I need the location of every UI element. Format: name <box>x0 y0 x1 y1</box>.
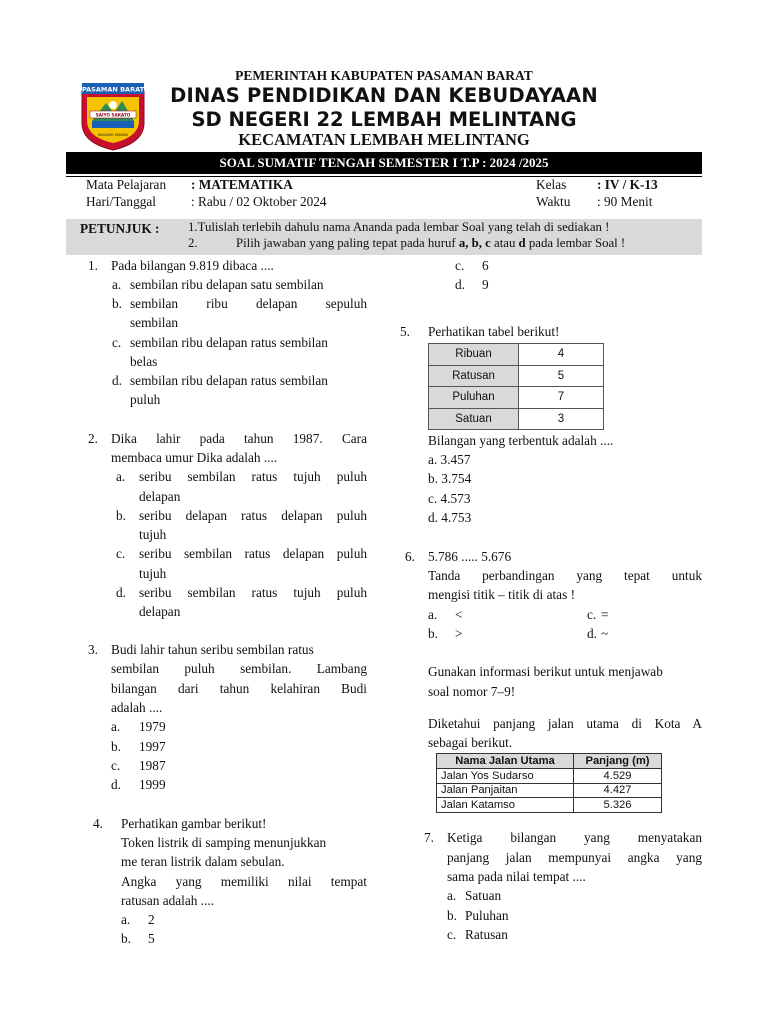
instruction-1-text: Tulislah terlebih dahulu nama Ananda pada lembar Soal yang telah di sediakan ! <box>197 220 610 234</box>
q6-text-2: mengisi titik – titik di atas ! <box>428 587 575 602</box>
date-value: : Rabu / 02 Oktober 2024 <box>191 194 327 209</box>
q3-option-a: 1979 <box>139 719 166 734</box>
q4-text-4: Angka yang memiliki nilai tempat <box>121 874 367 889</box>
q2-number: 2. <box>88 431 98 446</box>
q4-option-b: 5 <box>148 931 155 946</box>
table-cell: Ratusan <box>429 365 519 387</box>
q1-option-b-label: b. <box>112 296 122 311</box>
q6-number: 6. <box>405 549 415 564</box>
q4-option-c: 6 <box>482 258 489 273</box>
q6-option-d: ~ <box>601 626 609 641</box>
q2-option-c-label: c. <box>116 546 126 561</box>
svg-text:SAIYO SAKATO: SAIYO SAKATO <box>95 112 131 118</box>
table-row <box>437 769 662 784</box>
table-cell: Puluhan <box>429 387 519 409</box>
q5-option-d: d. 4.753 <box>428 510 472 525</box>
q3-option-d: 1999 <box>139 777 166 792</box>
table-row <box>429 365 604 387</box>
q5-option-a: a. 3.457 <box>428 452 471 467</box>
info-text-1: Gunakan informasi berikut untuk menjawab <box>428 664 663 679</box>
q6-option-d-label: d. <box>587 626 597 641</box>
q1-option-d-cont: puluh <box>130 392 161 407</box>
subject-value: : MATEMATIKA <box>191 177 293 192</box>
q7-text-1: Ketiga bilangan yang menyatakan <box>447 830 702 845</box>
table-cell: Jalan Panjaitan <box>437 783 574 798</box>
q4-number: 4. <box>93 816 103 831</box>
q1-text: Pada bilangan 9.819 dibaca .... <box>111 258 274 273</box>
q1-option-b-cont: sembilan <box>130 315 179 330</box>
table-header: Panjang (m) <box>574 754 662 769</box>
q7-option-c: Ratusan <box>465 927 508 942</box>
q7-option-b: Puluhan <box>465 908 509 923</box>
q4-option-a: 2 <box>148 912 155 927</box>
q2-option-a-label: a. <box>116 469 126 484</box>
q3-text-4: adalah .... <box>111 700 163 715</box>
table-cell: Jalan Katamso <box>437 798 574 813</box>
q2-text-1: Dika lahir pada tahun 1987. Cara <box>111 431 367 446</box>
q6-text: 5.786 ..... 5.676 <box>428 549 512 564</box>
q3-number: 3. <box>88 642 98 657</box>
instruction-2-num: 2. <box>188 236 198 250</box>
q5-number: 5. <box>400 324 410 339</box>
table-row <box>429 344 604 366</box>
subject-label: Mata Pelajaran <box>86 177 167 192</box>
q7-text-2: panjang jalan mempunyai angka yang <box>447 850 702 865</box>
table-cell: Jalan Yos Sudarso <box>437 769 574 784</box>
q6-option-b: > <box>455 626 463 641</box>
instruction-2-or: atau <box>490 236 519 250</box>
q7-number: 7. <box>424 830 434 845</box>
q3-option-c-label: c. <box>111 758 121 773</box>
class-label: Kelas <box>536 177 567 192</box>
q1-option-c-label: c. <box>112 335 122 350</box>
q7-option-a: Satuan <box>465 888 502 903</box>
q1-option-d-label: d. <box>112 373 122 388</box>
table-cell: 4.529 <box>574 769 662 784</box>
q6-option-a: < <box>455 607 463 622</box>
q2-option-a: seribu sembilan ratus tujuh puluh <box>139 469 367 484</box>
table-cell: 3 <box>519 408 604 430</box>
q5-text: Perhatikan tabel berikut! <box>428 324 560 339</box>
road-length-table <box>436 753 662 813</box>
q3-text-2: sembilan puluh sembilan. Lambang <box>111 661 367 676</box>
table-row <box>429 387 604 409</box>
instruction-2 <box>188 236 625 251</box>
table-cell: 4 <box>519 344 604 366</box>
place-value-table <box>428 343 604 430</box>
q7-text-3: sama pada nilai tempat .... <box>447 869 586 884</box>
instruction-1-num: 1. <box>188 220 198 234</box>
instruction-2-text: Pilih jawaban yang paling tepat pada huruf <box>236 236 459 250</box>
q4-option-d: 9 <box>482 277 489 292</box>
q2-option-b-cont: tujuh <box>139 527 167 542</box>
table-cell: 4.427 <box>574 783 662 798</box>
table-header-row <box>437 754 662 769</box>
q5-option-c: c. 4.573 <box>428 491 471 506</box>
q6-text-1: Tanda perbandingan yang tepat untuk <box>428 568 702 583</box>
svg-text:PASAMAN BARAT: PASAMAN BARAT <box>81 85 145 94</box>
q6-option-c: = <box>601 607 609 622</box>
svg-text:BASAMO MAKAN: BASAMO MAKAN <box>98 133 128 137</box>
q2-option-a-cont: delapan <box>139 489 181 504</box>
q7-option-a-label: a. <box>447 888 457 903</box>
q2-text-2: membaca umur Dika adalah .... <box>111 450 278 465</box>
q3-text-1: Budi lahir tahun seribu sembilan ratus <box>111 642 314 657</box>
q1-option-a-label: a. <box>112 277 122 292</box>
table-cell: Ribuan <box>429 344 519 366</box>
info-text-3: Diketahui panjang jalan utama di Kota A <box>428 716 702 731</box>
table-cell: Satuan <box>429 408 519 430</box>
q7-option-c-label: c. <box>447 927 457 942</box>
q2-option-d-label: d. <box>116 585 126 600</box>
q4-option-b-label: b. <box>121 931 131 946</box>
table-header: Nama Jalan Utama <box>437 754 574 769</box>
time-value: : 90 Menit <box>597 194 653 209</box>
q4-option-c-label: c. <box>455 258 465 273</box>
q3-option-d-label: d. <box>111 777 121 792</box>
q3-option-b: 1997 <box>139 739 166 754</box>
q2-option-d-cont: delapan <box>139 604 181 619</box>
header-dinas: DINAS PENDIDIKAN DAN KEBUDAYAAN <box>170 84 598 107</box>
q6-option-b-label: b. <box>428 626 438 641</box>
q3-option-a-label: a. <box>111 719 121 734</box>
q7-option-b-label: b. <box>447 908 457 923</box>
header-kecamatan: KECAMATAN LEMBAH MELINTANG <box>238 130 530 149</box>
q4-text-1: Perhatikan gambar berikut! <box>121 816 267 831</box>
table-row <box>429 408 604 430</box>
q2-option-d: seribu sembilan ratus tujuh puluh <box>139 585 367 600</box>
q2-option-c: seribu sembilan ratus delapan puluh <box>139 546 367 561</box>
table-row <box>437 783 662 798</box>
q3-text-3: bilangan dari tahun kelahiran Budi <box>111 681 367 696</box>
q2-option-b: seribu delapan ratus delapan puluh <box>139 508 367 523</box>
instruction-1 <box>188 220 609 235</box>
q4-text-3: me teran listrik dalam sebulan. <box>121 854 285 869</box>
table-cell: 7 <box>519 387 604 409</box>
q4-option-d-label: d. <box>455 277 465 292</box>
q1-option-c-cont: belas <box>130 354 158 369</box>
q2-option-b-label: b. <box>116 508 126 523</box>
table-row <box>437 798 662 813</box>
q6-option-a-label: a. <box>428 607 438 622</box>
header-pemerintah: PEMERINTAH KABUPATEN PASAMAN BARAT <box>235 68 533 83</box>
q3-option-b-label: b. <box>111 739 121 754</box>
q1-option-b: sembilan ribu delapan sepuluh <box>130 296 367 311</box>
exam-title-bar: SOAL SUMATIF TENGAH SEMESTER I T.P : 2024 /2025 <box>66 152 702 174</box>
instruction-2-choices: a, b, c <box>458 236 491 250</box>
q2-option-c-cont: tujuh <box>139 566 167 581</box>
table-cell: 5 <box>519 365 604 387</box>
header-school-name: SD NEGERI 22 LEMBAH MELINTANG <box>191 108 577 131</box>
q1-option-d: sembilan ribu delapan ratus sembilan <box>130 373 328 388</box>
table-cell: 5.326 <box>574 798 662 813</box>
q5-option-b: b. 3.754 <box>428 471 472 486</box>
instructions-label: PETUNJUK : <box>80 221 160 236</box>
q3-option-c: 1987 <box>139 758 166 773</box>
q4-text-2: Token listrik di samping menunjukkan <box>121 835 327 850</box>
q5-question: Bilangan yang terbentuk adalah .... <box>428 433 614 448</box>
time-label: Waktu <box>536 194 571 209</box>
q1-option-a: sembilan ribu delapan satu sembilan <box>130 277 324 292</box>
info-text-2: soal nomor 7–9! <box>428 684 516 699</box>
class-value: : IV / K-13 <box>597 177 658 192</box>
q1-number: 1. <box>88 258 98 273</box>
instruction-2-end: pada lembar Soal ! <box>525 236 626 250</box>
q4-option-a-label: a. <box>121 912 131 927</box>
info-text-4: sebagai berikut. <box>428 735 513 750</box>
instructions-box <box>66 219 702 255</box>
q1-option-c: sembilan ribu delapan ratus sembilan <box>130 335 328 350</box>
q4-text-5: ratusan adalah .... <box>121 893 215 908</box>
q6-option-c-label: c. <box>587 607 597 622</box>
instruction-2-choice-d: d <box>518 236 526 250</box>
date-label: Hari/Tanggal <box>86 194 156 209</box>
